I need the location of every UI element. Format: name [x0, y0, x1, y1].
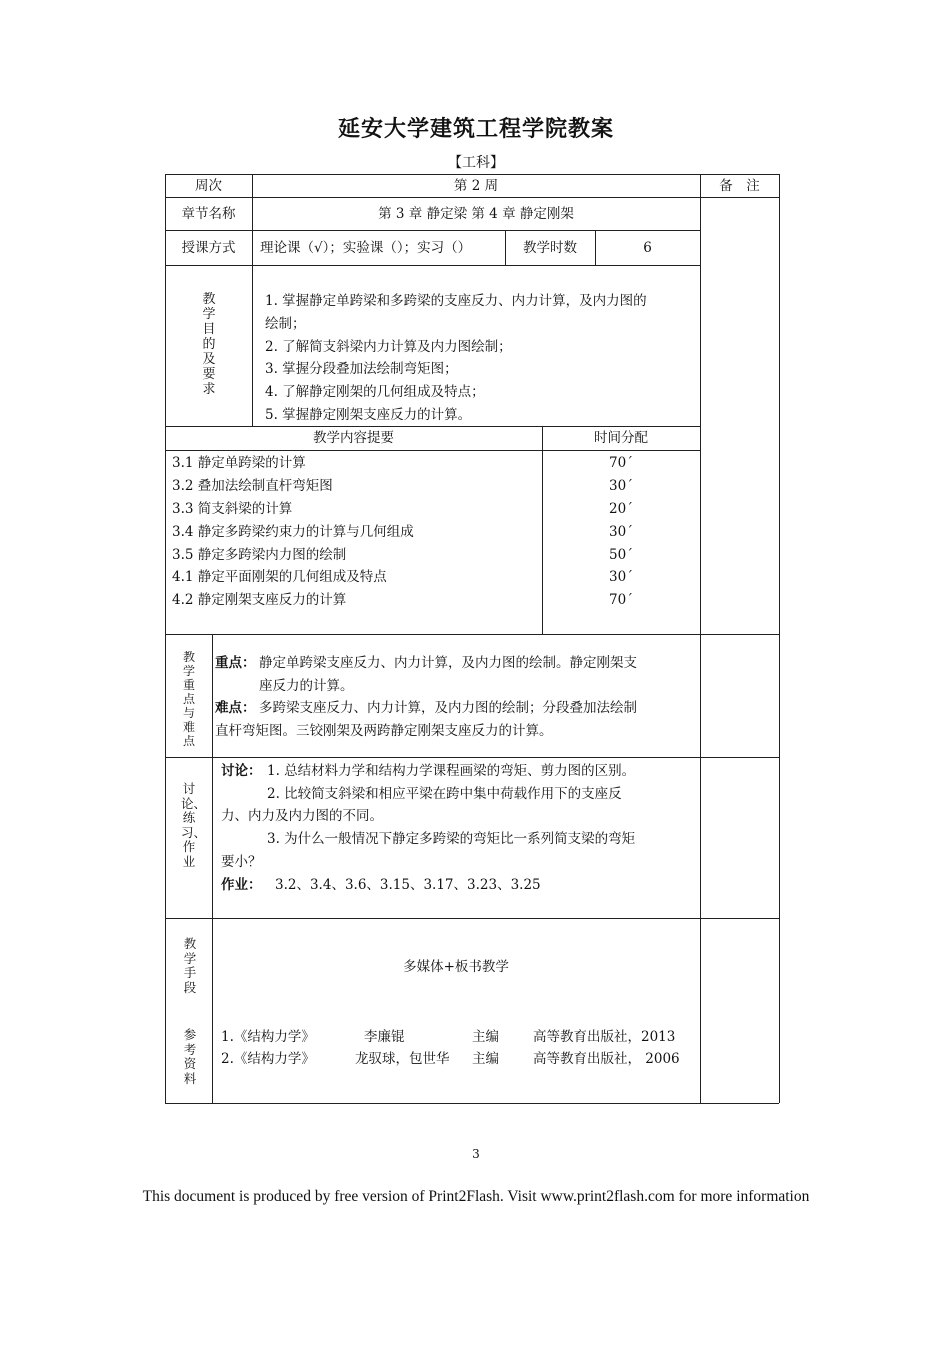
time-header: 时间分配 — [594, 430, 648, 446]
content-topic: 3.3 简支斜梁的计算 — [172, 501, 293, 517]
footer-note: This document is produced by free version of Print2Flash. Visit www.print2flash.com for more information — [142, 1188, 810, 1205]
row-divider — [165, 426, 700, 427]
row-divider — [165, 230, 700, 231]
hours-value: 6 — [643, 240, 652, 256]
discussion-label: 讨论、练习、作业 — [181, 781, 207, 869]
row-divider — [165, 634, 779, 635]
content-topic: 3.1 静定单跨梁的计算 — [172, 455, 306, 471]
objective-line: 2. 了解简支斜梁内力计算及内力图绘制； — [265, 339, 512, 355]
row-divider — [165, 265, 700, 266]
table-border-right — [779, 174, 780, 1103]
content-time: 30´ — [609, 569, 633, 585]
hours-label: 教学时数 — [523, 240, 577, 256]
content-topic: 4.2 静定刚架支座反力的计算 — [172, 592, 347, 608]
content-time: 70´ — [609, 455, 633, 471]
reference-author: 李廉锟 — [364, 1029, 405, 1045]
key-label: 重点： — [215, 655, 256, 671]
reference-book: 2.《结构力学》 — [221, 1051, 315, 1067]
homework-label: 作业： — [221, 877, 262, 893]
means-value: 多媒体+板书教学 — [403, 959, 509, 975]
content-topic: 3.5 静定多跨梁内力图的绘制 — [172, 547, 347, 563]
content-topic: 3.2 叠加法绘制直杆弯矩图 — [172, 478, 333, 494]
reference-role: 主编 — [472, 1029, 499, 1045]
content-time: 50´ — [609, 547, 633, 563]
lower-label-column-divider — [212, 634, 213, 1103]
row-divider — [165, 197, 779, 198]
content-topic: 3.4 静定多跨梁约束力的计算与几何组成 — [172, 524, 414, 540]
content-time: 30´ — [609, 524, 633, 540]
discuss-line: 3. 为什么一般情况下静定多跨梁的弯矩比一系列简支梁的弯矩 — [267, 831, 636, 847]
reference-publisher: 高等教育出版社，2013 — [533, 1029, 676, 1045]
objective-line: 1. 掌握静定单跨梁和多跨梁的支座反力、内力计算，及内力图的 — [265, 293, 647, 309]
key-text: 座反力的计算。 — [259, 678, 354, 694]
reference-author: 龙驭球，包世华 — [355, 1051, 450, 1067]
content-header: 教学内容提要 — [313, 430, 394, 446]
keypoints-label: 教学重点与难点 — [182, 650, 195, 748]
table-border-left — [165, 174, 166, 1103]
content-topic: 4.1 静定平面刚架的几何组成及特点 — [172, 569, 387, 585]
discuss-line: 要小？ — [221, 854, 262, 870]
objectives-label: 教学目的及要求 — [202, 292, 216, 397]
row-divider — [165, 757, 779, 758]
chapter-value: 第 3 章 静定梁 第 4 章 静定刚架 — [378, 206, 574, 222]
week-label: 周次 — [195, 178, 222, 194]
reference-book: 1.《结构力学》 — [221, 1029, 315, 1045]
week-value: 第 2 周 — [453, 178, 499, 194]
notes-column-divider — [700, 174, 701, 1103]
mode-value: 理论课（√）；实验课（）；实习（） — [260, 240, 472, 256]
hard-label: 难点： — [215, 700, 256, 716]
chapter-label: 章节名称 — [181, 206, 236, 222]
discuss-line: 2. 比较简支斜梁和相应平梁在跨中集中荷载作用下的支座反 — [267, 786, 622, 802]
objective-line: 绘制； — [265, 316, 306, 332]
hard-text: 多跨梁支座反力、内力计算，及内力图的绘制；分段叠加法绘制 — [259, 700, 637, 716]
mode-label: 授课方式 — [181, 240, 236, 256]
key-text: 静定单跨梁支座反力、内力计算，及内力图的绘制。静定刚架支 — [259, 655, 637, 671]
reference-publisher: 高等教育出版社， 2006 — [533, 1051, 680, 1067]
homework-value: 3.2、3.4、3.6、3.15、3.17、3.23、3.25 — [275, 877, 541, 893]
table-border-bottom — [165, 1103, 779, 1104]
row-divider — [165, 450, 700, 451]
objective-line: 4. 了解静定刚架的几何组成及特点； — [265, 384, 485, 400]
page-title: 延安大学建筑工程学院教案 — [337, 116, 614, 142]
page-subtitle: 【工科】 — [448, 155, 504, 171]
table-border-top — [165, 174, 779, 175]
content-time: 30´ — [609, 478, 633, 494]
objective-line: 5. 掌握静定刚架支座反力的计算。 — [265, 407, 472, 423]
objective-line: 3. 掌握分段叠加法绘制弯矩图； — [265, 361, 458, 377]
discuss-line: 1. 总结材料力学和结构力学课程画梁的弯矩、剪力图的区别。 — [267, 763, 636, 779]
content-time: 20´ — [609, 501, 633, 517]
page-number: 3 — [472, 1147, 480, 1161]
discuss-line: 力、内力及内力图的不同。 — [221, 808, 383, 824]
reference-role: 主编 — [472, 1051, 499, 1067]
row-divider — [165, 918, 779, 919]
content-time: 70´ — [609, 592, 633, 608]
notes-label: 备 注 — [719, 178, 760, 194]
references-label: 参考资料 — [183, 1027, 197, 1086]
hard-text: 直杆弯矩图。三铰刚架及两跨静定刚架支座反力的计算。 — [215, 723, 553, 739]
means-label: 教学手段 — [183, 936, 197, 995]
discuss-label: 讨论： — [221, 763, 262, 779]
